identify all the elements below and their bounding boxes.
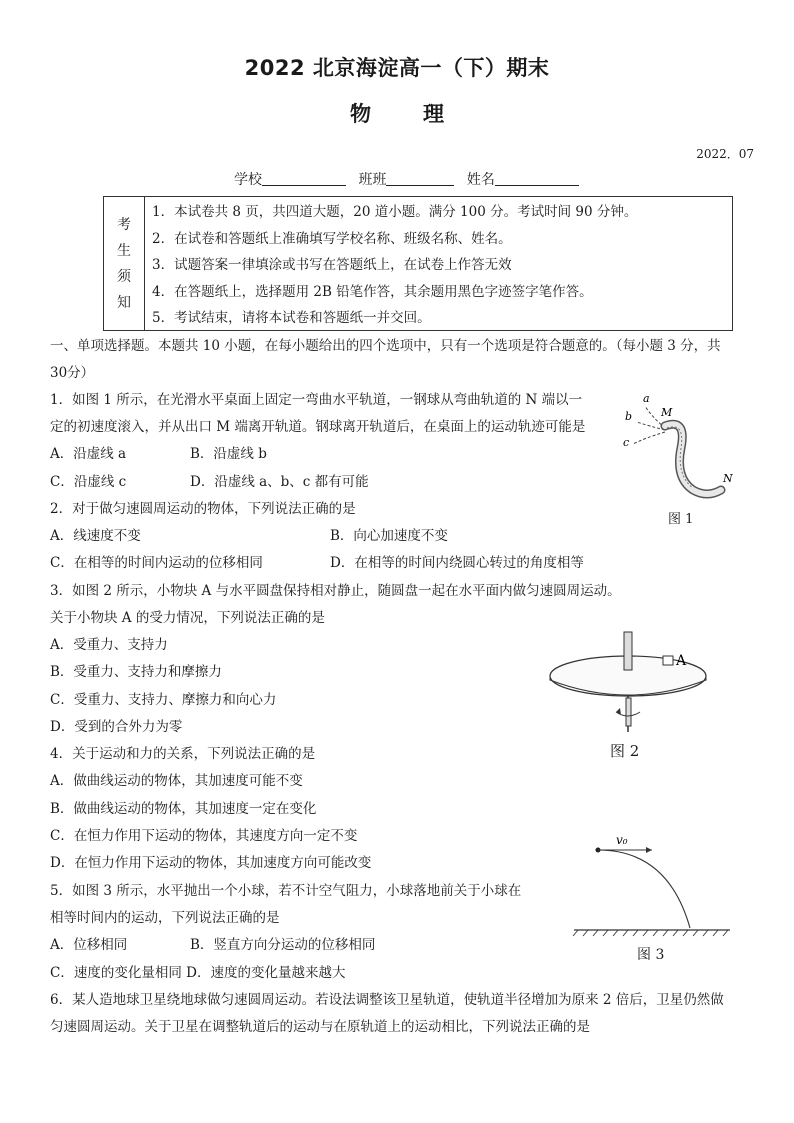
q6-stem-line1: 6．某人造地球卫星绕地球做匀速圆周运动。若设法调整该卫星轨道，使轨道半径增加为原来 2 倍后，卫星仍然做 <box>50 992 724 1008</box>
axis-shaft <box>626 698 631 726</box>
figure-3-diagram <box>572 828 732 940</box>
fig1-label-b: b <box>625 410 633 423</box>
notice-side-char: 生 <box>117 242 131 259</box>
notice-rule: 5．考试结束，请将本试卷和答题纸一并交回。 <box>152 310 431 326</box>
q5-stem-line2: 相等时间内的运动，下列说法正确的是 <box>50 910 280 926</box>
q4-option-b: B．做曲线运动的物体，其加速度一定在变化 <box>50 801 317 817</box>
ground-hatching <box>573 930 728 936</box>
block-a <box>663 656 673 665</box>
curved-track-inner <box>665 424 721 494</box>
notice-rule: 4．在答题纸上，选择题用 2B 铅笔作答，其余题用黑色字迹签字笔作答。 <box>152 283 593 300</box>
notice-side-char: 知 <box>117 294 131 311</box>
notice-rule: 2．在试卷和答题纸上准确填写学校名称、班级名称、姓名。 <box>152 230 512 247</box>
exam-notice-box <box>103 196 733 331</box>
notice-side-char: 考 <box>117 216 131 233</box>
notice-rules <box>152 199 637 332</box>
fig2-label-a: A <box>676 653 687 669</box>
q3-stem-line2: 关于小物块 A 的受力情况，下列说法正确的是 <box>50 610 325 626</box>
notice-side-label <box>104 197 145 330</box>
trajectory <box>598 850 690 928</box>
figure-2-diagram <box>546 628 716 738</box>
fig1-label-m: M <box>661 406 673 419</box>
q2-option-b: B．向心加速度不变 <box>330 528 448 544</box>
q2-stem: 2．对于做匀速圆周运动的物体，下列说法正确的是 <box>50 501 356 517</box>
name-label: 姓名 <box>466 172 495 188</box>
q5-option-b: B．竖直方向分运动的位移相同 <box>190 937 376 953</box>
subject-char-1: 物 <box>350 102 371 126</box>
q5-option-a: A．位移相同 <box>50 937 128 953</box>
notice-rule: 1．本试卷共 8 页，共四道大题，20 道小题。满分 100 分。考试时间 90 分钟。 <box>152 204 638 220</box>
fig1-label-n: N <box>723 472 733 485</box>
section-heading-line2: 30分） <box>50 365 95 381</box>
figure-1-caption: 图 1 <box>668 512 694 527</box>
figure-3-caption: 图 3 <box>637 947 665 963</box>
q2-option-d: D．在相等的时间内绕圆心转过的角度相等 <box>330 555 584 571</box>
curved-track <box>665 424 721 494</box>
exam-title: 2022 北京海淀高一（下）期末 <box>244 56 550 80</box>
figure-2-caption: 图 2 <box>610 742 640 760</box>
q3-stem-line1: 3．如图 2 所示，小物块 A 与水平圆盘保持相对静止，随圆盘一起在水平面内做匀速圆周运动。 <box>50 583 621 599</box>
q1-option-a: A．沿虚线 a <box>50 446 127 462</box>
q3-option-a: A．受重力、支持力 <box>50 637 168 653</box>
q4-stem: 4．关于运动和力的关系，下列说法正确的是 <box>50 746 316 762</box>
q2-option-c: C．在相等的时间内运动的位移相同 <box>50 555 263 571</box>
fig1-label-a: a <box>643 392 650 405</box>
school-field[interactable] <box>262 171 346 186</box>
q1-stem-line2: 定的初速度滚入，并从出口 M 端离开轨道。钢球离开轨道后，在桌面上的运动轨迹可能是 <box>50 419 586 435</box>
q3-option-b: B．受重力、支持力和摩擦力 <box>50 664 222 680</box>
q5-option-cd: C．速度的变化量相同 D．速度的变化量越来越大 <box>50 965 346 981</box>
q4-option-a: A．做曲线运动的物体，其加速度可能不变 <box>50 773 303 789</box>
class-label: 班班 <box>358 172 387 188</box>
school-label: 学校 <box>234 172 262 188</box>
section-heading-line1: 一、单项选择题。本题共 10 小题，在每小题给出的四个选项中，只有一个选项是符合题意的。（每小题 3 分，共 <box>50 338 721 354</box>
subject-char-2: 理 <box>423 102 444 126</box>
q1-stem-line1: 1．如图 1 所示，在光滑水平桌面上固定一弯曲水平轨道，一钢球从弯曲轨道的 N 端以一 <box>50 392 583 408</box>
q1-option-b: B．沿虚线 b <box>190 446 267 462</box>
student-info-fields <box>234 169 587 189</box>
subject-title <box>0 98 794 128</box>
q1-option-d: D．沿虚线 a、b、c 都有可能 <box>190 474 369 490</box>
exam-date: 2022．07 <box>696 147 754 161</box>
axis-upper <box>624 632 632 670</box>
fig1-label-c: c <box>623 436 630 449</box>
q4-option-c: C．在恒力作用下运动的物体，其速度方向一定不变 <box>50 828 358 844</box>
velocity-arrowhead-icon <box>646 847 652 853</box>
q6-stem-line2: 匀速圆周运动。关于卫星在调整轨道后的运动与在原轨道上的运动相比，下列说法正确的是 <box>50 1019 590 1035</box>
q5-stem-line1: 5．如图 3 所示，水平抛出一个小球，若不计空气阻力，小球落地前关于小球在 <box>50 883 522 899</box>
q2-option-a: A．线速度不变 <box>50 528 141 544</box>
q3-option-d: D．受到的合外力为零 <box>50 719 183 735</box>
notice-rule: 3．试题答案一律填涂或书写在答题纸上，在试卷上作答无效 <box>152 257 512 273</box>
q3-option-c: C．受重力、支持力、摩擦力和向心力 <box>50 692 277 708</box>
q4-option-d: D．在恒力作用下运动的物体，其加速度方向可能改变 <box>50 855 372 871</box>
dashed-line-c <box>633 432 665 444</box>
q1-option-c: C．沿虚线 c <box>50 474 127 490</box>
class-field[interactable] <box>386 171 454 186</box>
name-field[interactable] <box>495 171 579 186</box>
notice-side-char: 须 <box>117 268 131 285</box>
fig3-label-v0: v₀ <box>616 833 628 847</box>
